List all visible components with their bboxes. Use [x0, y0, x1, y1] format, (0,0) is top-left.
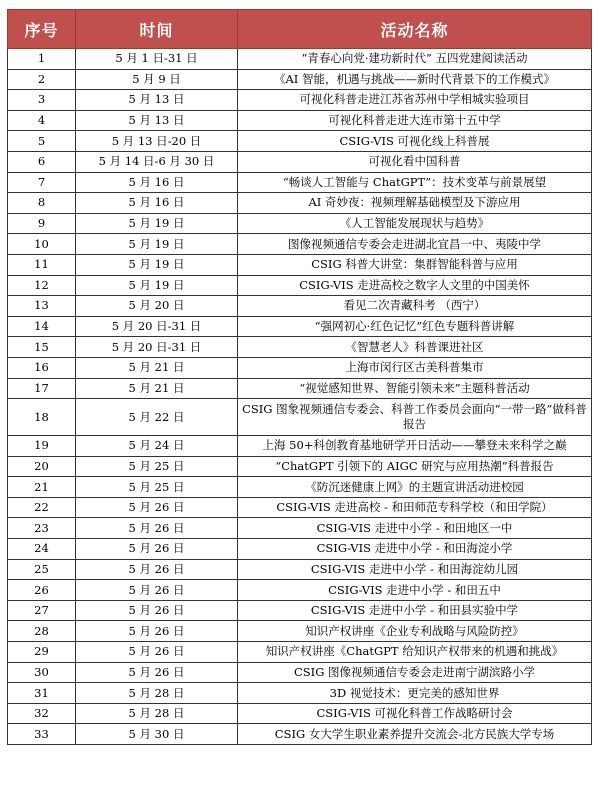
- table-row: [8, 600, 592, 621]
- cell-activity-name: “畅谈人工智能与 ChatGPT”：技术变革与前景展望: [238, 172, 592, 193]
- cell-activity-name: 《智慧老人》科普课进社区: [238, 337, 592, 358]
- cell-time: 5 月 19 日: [76, 234, 238, 255]
- cell-time: 5 月 25 日: [76, 477, 238, 498]
- cell-number: 2: [8, 69, 76, 90]
- cell-activity-name: CSIG-VIS 走进高校之数字人文里的中国美怀: [238, 275, 592, 296]
- cell-activity-name: 《防沉迷健康上网》的主题宣讲活动进校园: [238, 477, 592, 498]
- table-row: [8, 642, 592, 663]
- table-row: [8, 90, 592, 111]
- table-row: [8, 172, 592, 193]
- cell-number: 26: [8, 580, 76, 601]
- cell-activity-name: 看见二次青藏科考 （西宁）: [238, 296, 592, 317]
- table-row: [8, 49, 592, 70]
- cell-time: 5 月 13 日: [76, 90, 238, 111]
- cell-time: 5 月 25 日: [76, 456, 238, 477]
- cell-time: 5 月 26 日: [76, 662, 238, 683]
- cell-time: 5 月 26 日: [76, 497, 238, 518]
- cell-activity-name: CSIG-VIS 可视化科普工作战略研讨会: [238, 703, 592, 724]
- table-header: [8, 10, 592, 49]
- activity-table-container: [7, 9, 591, 745]
- cell-activity-name: 可视化看中国科普: [238, 151, 592, 172]
- cell-activity-name: CSIG-VIS 走进高校 - 和田师范专科学校（和田学院）: [238, 497, 592, 518]
- cell-number: 33: [8, 724, 76, 745]
- cell-number: 5: [8, 131, 76, 152]
- table-body: [8, 49, 592, 745]
- cell-number: 21: [8, 477, 76, 498]
- cell-activity-name: 3D 视觉技术：更完美的感知世界: [238, 683, 592, 704]
- table-row: [8, 316, 592, 337]
- table-row: [8, 254, 592, 275]
- cell-number: 1: [8, 49, 76, 70]
- cell-number: 18: [8, 399, 76, 436]
- cell-number: 28: [8, 621, 76, 642]
- cell-number: 20: [8, 456, 76, 477]
- table-row: [8, 296, 592, 317]
- table-row: [8, 683, 592, 704]
- cell-time: 5 月 19 日: [76, 275, 238, 296]
- cell-time: 5 月 14 日-6 月 30 日: [76, 151, 238, 172]
- table-row: [8, 559, 592, 580]
- cell-time: 5 月 26 日: [76, 621, 238, 642]
- cell-number: 4: [8, 110, 76, 131]
- cell-number: 8: [8, 193, 76, 214]
- cell-time: 5 月 28 日: [76, 703, 238, 724]
- cell-time: 5 月 1 日-31 日: [76, 49, 238, 70]
- table-row: [8, 151, 592, 172]
- table-row: [8, 69, 592, 90]
- cell-activity-name: 可视化科普走进大连市第十五中学: [238, 110, 592, 131]
- cell-activity-name: CSIG-VIS 可视化线上科普展: [238, 131, 592, 152]
- cell-activity-name: “强网初心·红色记忆”红色专题科普讲解: [238, 316, 592, 337]
- cell-number: 25: [8, 559, 76, 580]
- cell-activity-name: CSIG 科普大讲堂：集群智能科普与应用: [238, 254, 592, 275]
- cell-activity-name: “青春心向党·建功新时代” 五四党建阅读活动: [238, 49, 592, 70]
- cell-number: 3: [8, 90, 76, 111]
- cell-activity-name: 《AI 智能，机遇与挑战——新时代背景下的工作模式》: [238, 69, 592, 90]
- column-header-activity-name: 活动名称: [238, 10, 592, 49]
- cell-number: 30: [8, 662, 76, 683]
- cell-time: 5 月 26 日: [76, 580, 238, 601]
- cell-number: 27: [8, 600, 76, 621]
- cell-time: 5 月 26 日: [76, 600, 238, 621]
- cell-time: 5 月 26 日: [76, 539, 238, 560]
- cell-time: 5 月 19 日: [76, 213, 238, 234]
- cell-time: 5 月 21 日: [76, 378, 238, 399]
- table-row: [8, 539, 592, 560]
- table-row: [8, 662, 592, 683]
- cell-number: 19: [8, 436, 76, 457]
- cell-number: 11: [8, 254, 76, 275]
- cell-time: 5 月 13 日-20 日: [76, 131, 238, 152]
- table-row: [8, 724, 592, 745]
- cell-number: 9: [8, 213, 76, 234]
- cell-number: 14: [8, 316, 76, 337]
- cell-time: 5 月 22 日: [76, 399, 238, 436]
- cell-activity-name: CSIG-VIS 走进中小学 - 和田县实验中学: [238, 600, 592, 621]
- cell-activity-name: 图像视频通信专委会走进湖北宜昌一中、夷陵中学: [238, 234, 592, 255]
- cell-activity-name: CSIG-VIS 走进中小学 - 和田五中: [238, 580, 592, 601]
- cell-number: 24: [8, 539, 76, 560]
- table-row: [8, 399, 592, 436]
- cell-number: 16: [8, 357, 76, 378]
- table-row: [8, 357, 592, 378]
- cell-activity-name: AI 奇妙夜：视频理解基础模型及下游应用: [238, 193, 592, 214]
- table-row: [8, 703, 592, 724]
- cell-time: 5 月 20 日: [76, 296, 238, 317]
- cell-number: 17: [8, 378, 76, 399]
- cell-activity-name: CSIG-VIS 走进中小学 - 和田海淀幼儿园: [238, 559, 592, 580]
- cell-number: 32: [8, 703, 76, 724]
- table-row: [8, 234, 592, 255]
- cell-number: 15: [8, 337, 76, 358]
- cell-time: 5 月 9 日: [76, 69, 238, 90]
- cell-time: 5 月 19 日: [76, 254, 238, 275]
- table-row: [8, 193, 592, 214]
- column-header-time: 时间: [76, 10, 238, 49]
- table-row: [8, 580, 592, 601]
- table-row: [8, 621, 592, 642]
- cell-number: 7: [8, 172, 76, 193]
- cell-number: 23: [8, 518, 76, 539]
- cell-activity-name: 知识产权讲座《ChatGPT 给知识产权带来的机遇和挑战》: [238, 642, 592, 663]
- cell-activity-name: CSIG 女大学生职业素养提升交流会-北方民族大学专场: [238, 724, 592, 745]
- cell-activity-name: “ChatGPT 引领下的 AIGC 研究与应用热潮”科普报告: [238, 456, 592, 477]
- table-row: [8, 456, 592, 477]
- table-row: [8, 131, 592, 152]
- cell-time: 5 月 26 日: [76, 518, 238, 539]
- cell-time: 5 月 24 日: [76, 436, 238, 457]
- header-row: [8, 10, 592, 49]
- cell-number: 6: [8, 151, 76, 172]
- cell-time: 5 月 30 日: [76, 724, 238, 745]
- cell-time: 5 月 13 日: [76, 110, 238, 131]
- cell-activity-name: 《人工智能发展现状与趋势》: [238, 213, 592, 234]
- cell-time: 5 月 26 日: [76, 559, 238, 580]
- cell-number: 13: [8, 296, 76, 317]
- activity-table: [7, 9, 592, 745]
- cell-activity-name: CSIG 图像视频通信专委会走进南宁湖滨路小学: [238, 662, 592, 683]
- column-header-number: 序号: [8, 10, 76, 49]
- cell-activity-name: “视觉感知世界、智能引领未来”主题科普活动: [238, 378, 592, 399]
- cell-activity-name: CSIG-VIS 走进中小学 - 和田地区一中: [238, 518, 592, 539]
- table-row: [8, 337, 592, 358]
- cell-activity-name: 上海市闵行区古美科普集市: [238, 357, 592, 378]
- cell-activity-name: 知识产权讲座《企业专利战略与风险防控》: [238, 621, 592, 642]
- cell-number: 31: [8, 683, 76, 704]
- cell-number: 12: [8, 275, 76, 296]
- cell-number: 22: [8, 497, 76, 518]
- cell-activity-name: 可视化科普走进江苏省苏州中学相城实验项目: [238, 90, 592, 111]
- cell-time: 5 月 16 日: [76, 193, 238, 214]
- table-row: [8, 275, 592, 296]
- cell-number: 29: [8, 642, 76, 663]
- table-row: [8, 378, 592, 399]
- cell-activity-name: CSIG 图象视频通信专委会、科普工作委员会面向“一带一路”做科普报告: [238, 399, 592, 436]
- cell-number: 10: [8, 234, 76, 255]
- table-row: [8, 497, 592, 518]
- cell-activity-name: 上海 50+科创教育基地研学开日活动——攀登未来科学之巅: [238, 436, 592, 457]
- table-row: [8, 436, 592, 457]
- table-row: [8, 110, 592, 131]
- cell-activity-name: CSIG-VIS 走进中小学 - 和田海淀小学: [238, 539, 592, 560]
- table-row: [8, 518, 592, 539]
- cell-time: 5 月 21 日: [76, 357, 238, 378]
- table-row: [8, 477, 592, 498]
- cell-time: 5 月 20 日-31 日: [76, 337, 238, 358]
- table-row: [8, 213, 592, 234]
- cell-time: 5 月 28 日: [76, 683, 238, 704]
- cell-time: 5 月 20 日-31 日: [76, 316, 238, 337]
- cell-time: 5 月 16 日: [76, 172, 238, 193]
- cell-time: 5 月 26 日: [76, 642, 238, 663]
